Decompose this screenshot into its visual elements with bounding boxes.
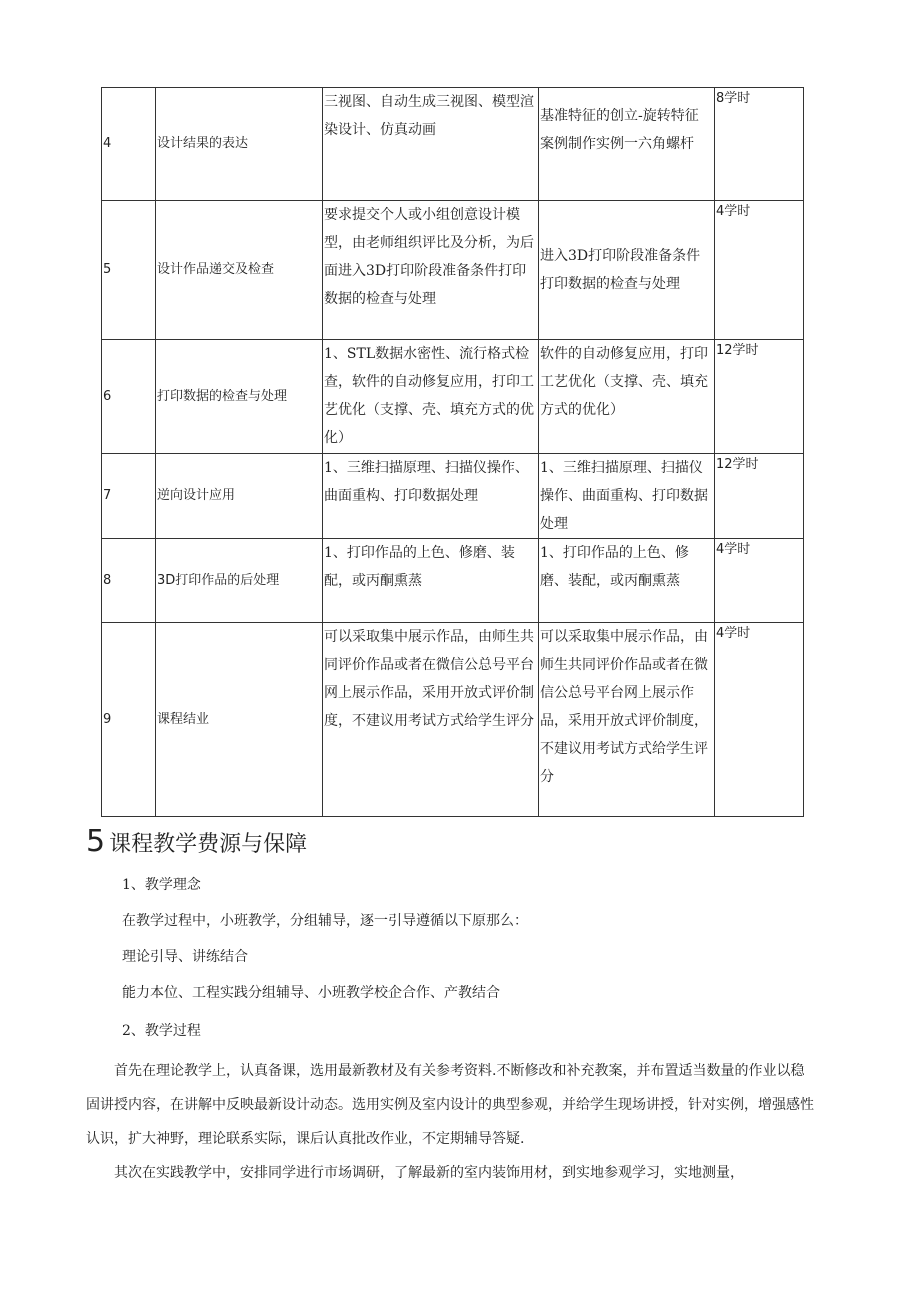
table-row (102, 454, 804, 539)
row-content: 1、STL数据水密性、流行格式检查，软件的自动修复应用，打印工艺优化（支撑、壳、填充方式的优化） (323, 340, 539, 454)
subsection-title-teaching-process: 2、教学过程 (122, 1023, 201, 1039)
teaching-principle-item: 能力本位、工程实践分组辅导、小班教学校企合作、产教结合 (122, 985, 500, 1001)
table-row (102, 340, 804, 454)
row-hours: 12学时 (715, 454, 804, 539)
row-content: 1、三维扫描原理、扫描仪操作、曲面重构、打印数据处理 (323, 454, 539, 539)
teaching-philosophy-intro: 在教学过程中，小班教学，分组辅导，逐一引导遵循以下原那么： (122, 913, 528, 929)
table-row (102, 201, 804, 340)
row-practice: 进入3D打印阶段准备条件打印数据的检查与处理 (539, 201, 715, 340)
row-hours: 8学时 (715, 88, 804, 201)
row-hours: 4学时 (715, 623, 804, 817)
row-hours: 4学时 (715, 201, 804, 340)
teaching-principle-item: 理论引导、讲练结合 (122, 949, 248, 965)
section-heading (86, 822, 307, 865)
row-number: 6 (102, 340, 156, 454)
row-content: 可以采取集中展示作品，由师生共同评价作品或者在微信公总号平台网上展示作品，采用开放式评价制度，不建议用考试方式给学生评分 (323, 623, 539, 817)
row-number: 9 (102, 623, 156, 817)
row-topic: 3D打印作品的后处理 (156, 539, 323, 623)
row-practice: 基准特征的创立-旋转特征 案例制作实例一六角螺杆 (539, 88, 715, 201)
row-content: 要求提交个人或小组创意设计模型，由老师组织评比及分析，为后面进入3D打印阶段准备条件打印数据的检查与处理 (323, 201, 539, 340)
row-number: 8 (102, 539, 156, 623)
subsection-title-teaching-philosophy: 1、教学理念 (122, 877, 201, 893)
row-hours: 4学时 (715, 539, 804, 623)
row-topic: 逆向设计应用 (156, 454, 323, 539)
row-practice: 1、三维扫描原理、扫描仪操作、曲面重构、打印数据处理 (539, 454, 715, 539)
row-topic: 打印数据的检查与处理 (156, 340, 323, 454)
table-row (102, 623, 804, 817)
row-practice: 可以采取集中展示作品，由师生共同评价作品或者在微信公总号平台网上展示作品，采用开放式评价制度，不建议用考试方式给学生评分 (539, 623, 715, 817)
row-content: 三视图、自动生成三视图、模型渲染设计、仿真动画 (323, 88, 539, 201)
row-topic: 设计结果的表达 (156, 88, 323, 201)
teaching-process-body (86, 1054, 816, 1190)
row-practice: 软件的自动修复应用，打印工艺优化（支撑、壳、填充方式的优化） (539, 340, 715, 454)
row-number: 4 (102, 88, 156, 201)
row-topic: 课程结业 (156, 623, 323, 817)
section-number: 5 (86, 824, 106, 859)
row-number: 7 (102, 454, 156, 539)
section-title: 课程教学费源与保障 (109, 832, 308, 857)
row-practice: 1、打印作品的上色、修磨、装配，或丙酮熏蒸 (539, 539, 715, 623)
row-content: 1、打印作品的上色、修磨、装配，或丙酮熏蒸 (323, 539, 539, 623)
teaching-process-paragraph: 其次在实践教学中，安排同学进行市场调研，了解最新的室内装饰用材，到实地参观学习，实地测量， (114, 1165, 744, 1181)
course-schedule-table (101, 87, 804, 817)
row-number: 5 (102, 201, 156, 340)
teaching-process-paragraph: 首先在理论教学上，认真备课，选用最新教材及有关参考资料.不断修改和补充教案，并布置适当数量的作业以稳固讲授内容，在讲解中反映最新设计动态。选用实例及室内设计的典型参观，并给学生现场讲授，针对实例，增强感性认识，扩大神野，理论联系实际，课后认真批改作业，不定期辅导答疑. (86, 1063, 814, 1147)
row-hours: 12学时 (715, 340, 804, 454)
table-row (102, 88, 804, 201)
table-row (102, 539, 804, 623)
row-topic: 设计作品递交及检查 (156, 201, 323, 340)
